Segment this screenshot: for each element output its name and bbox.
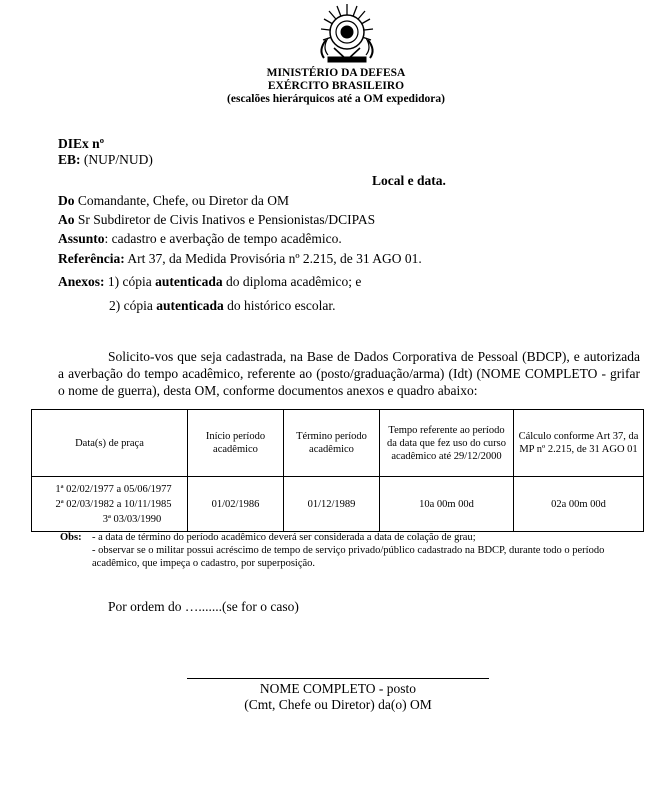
signature-line	[187, 678, 489, 679]
coat-of-arms-seal	[312, 2, 382, 64]
reference-field	[58, 251, 422, 267]
obs-line-2: - observar se o militar possui acréscimo de tempo de serviço privado/público cadastrado na BDCP, durante todo o período acadêmico, que impeça o cadastro, por superposição.	[92, 545, 605, 569]
subject-value: : cadastro e averbação de tempo acadêmico.	[104, 231, 342, 246]
annex-item-1	[58, 274, 361, 290]
obs-line-1: - a data de término do período acadêmico deverá ser considerada a data de colação de grau;	[92, 532, 476, 543]
col-header-termino: Término período acadêmico	[284, 410, 380, 477]
annex-1-post: do diploma acadêmico; e	[225, 274, 362, 289]
annex-2-post: do histórico escolar.	[227, 298, 336, 313]
academic-time-table	[31, 409, 644, 532]
to-field	[58, 212, 375, 228]
col-header-inicio: Início período acadêmico	[188, 410, 284, 477]
cell-inicio: 01/02/1986	[188, 477, 284, 532]
request-paragraph: Solicito-vos que seja cadastrada, na Base de Dados Corporativa de Pessoal (BDCP), e autorizada a averbação do tempo acadêmico, referente ao (posto/graduação/arma) (Idt) (NOME COMPLETO - grifar o nome de guerra), desta OM, conforme documentos anexos e quadro abaixo:	[58, 349, 640, 398]
diex-number: DIEx nº	[58, 136, 105, 151]
signature-title: (Cmt, Chefe ou Diretor) da(o) OM	[244, 697, 432, 712]
subject-field	[58, 231, 342, 247]
from-value: Comandante, Chefe, ou Diretor da OM	[77, 193, 289, 208]
observations	[60, 531, 660, 570]
from-field	[58, 193, 289, 209]
praca-date-1: 1ª 02/02/1977 a 05/06/1977	[55, 483, 172, 495]
praca-date-3: 3ª 03/03/1990	[102, 513, 162, 525]
to-label: Ao	[58, 212, 75, 227]
from-label: Do	[58, 193, 75, 208]
table-header-row	[32, 410, 644, 477]
header-army: EXÉRCITO BRASILEIRO	[267, 80, 405, 92]
eb-label: EB:	[58, 152, 81, 167]
eb-reference	[58, 152, 153, 168]
signature-name: NOME COMPLETO - posto	[259, 681, 417, 696]
table-row	[32, 477, 644, 532]
col-header-praca: Data(s) de praça	[32, 410, 188, 477]
praca-date-2: 2ª 02/03/1982 a 10/11/1985	[55, 498, 172, 510]
to-value: Sr Subdiretor de Civis Inativos e Pensionistas/DCIPAS	[77, 212, 376, 227]
annex-2-pre: 2) cópia	[109, 298, 153, 313]
cell-praca-dates	[32, 477, 188, 532]
cell-termino: 01/12/1989	[284, 477, 380, 532]
reference-label: Referência:	[58, 251, 125, 266]
col-header-tempo: Tempo referente ao período da data que fez uso do curso acadêmico até 29/12/2000	[380, 410, 514, 477]
closing-line: Por ordem do ….......(se for o caso)	[108, 599, 299, 614]
annex-label: Anexos:	[58, 274, 105, 289]
header-ministry: MINISTÉRIO DA DEFESA	[266, 67, 406, 79]
header-subtitle: (escalões hierárquicos até a OM expedidora)	[227, 93, 445, 105]
annex-2-bold: autenticada	[156, 298, 224, 313]
cell-tempo: 10a 00m 00d	[380, 477, 514, 532]
col-header-calculo: Cálculo conforme Art 37, da MP nº 2.215, de 31 AGO 01	[514, 410, 644, 477]
local-date: Local e data.	[372, 173, 446, 188]
annex-1-pre: 1) cópia	[107, 274, 152, 289]
cell-calculo: 02a 00m 00d	[514, 477, 644, 532]
annex-item-2	[109, 298, 335, 314]
reference-value: Art 37, da Medida Provisória nº 2.215, de 31 AGO 01.	[127, 251, 422, 266]
annex-1-bold: autenticada	[155, 274, 223, 289]
subject-label: Assunto	[58, 231, 105, 246]
obs-label: Obs:	[60, 532, 82, 543]
eb-value: (NUP/NUD)	[83, 152, 153, 167]
